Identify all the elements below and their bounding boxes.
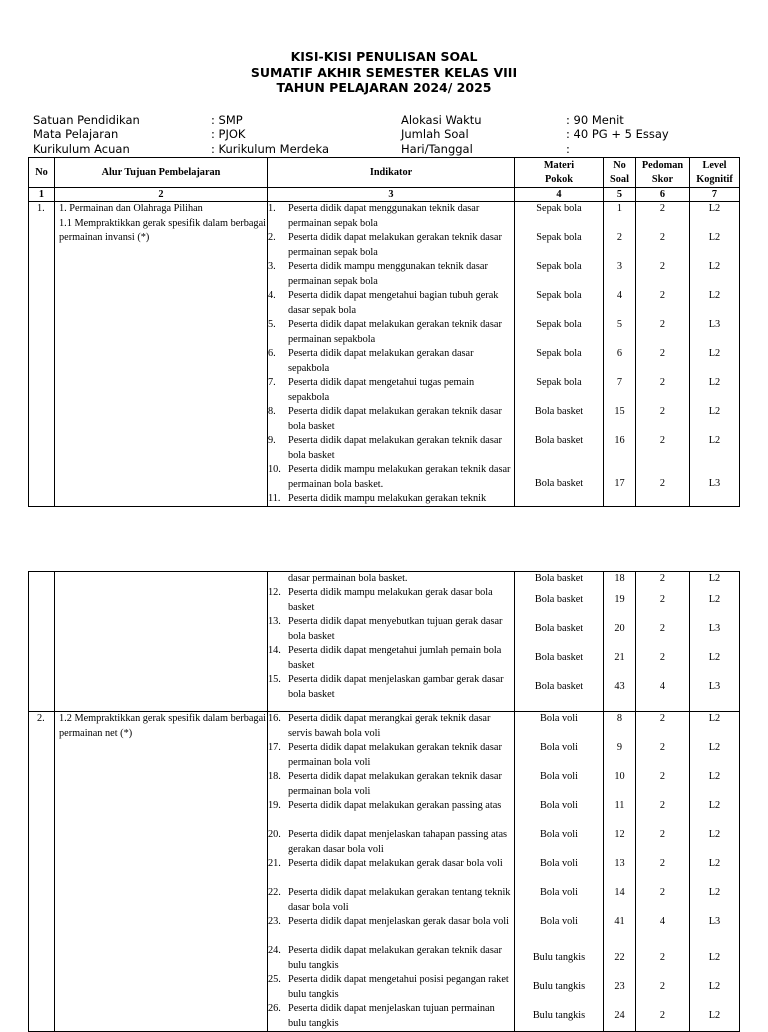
- level-value: L3: [708, 916, 721, 927]
- no-soal-value: 7: [616, 377, 623, 388]
- indikator-text: Peserta didik dapat melakukan gerakan passing atas: [288, 800, 502, 811]
- level-value: L2: [708, 435, 721, 446]
- skor-value: 4: [659, 916, 666, 927]
- column-number: 3: [268, 188, 515, 202]
- column-number: 2: [55, 188, 268, 202]
- indikator-text: Peserta didik dapat melakukan gerakan teknik dasar bola basket: [288, 435, 502, 461]
- level-value: L2: [708, 232, 721, 243]
- no-soal-value: 1: [616, 203, 623, 214]
- spacer: [636, 702, 689, 711]
- no-soal-value: 16: [614, 435, 625, 446]
- level-value: L2: [708, 952, 721, 964]
- level-value: L2: [708, 981, 721, 993]
- materi-value: Bola basket: [534, 573, 584, 584]
- level-value: L2: [708, 713, 721, 724]
- indikator-text: Peserta didik dapat menjelaskan tujuan permainan bulu tangkis: [288, 1003, 495, 1029]
- skor-value: 2: [659, 435, 666, 446]
- skor-value: 2: [659, 829, 666, 840]
- kisi-kisi-table-continued: [28, 571, 740, 1032]
- kurikulum-value: : Kurikulum Merdeka: [211, 142, 330, 156]
- indikator-item: [268, 828, 514, 857]
- level-value: L3: [708, 478, 721, 490]
- materi-value: Sepak bola: [536, 203, 582, 214]
- skor-cell: [636, 712, 690, 1032]
- no-soal-value: 2: [616, 232, 623, 243]
- indikator-number: 4.: [268, 290, 276, 301]
- no-soal-value: 22: [614, 952, 625, 964]
- indikator-item: [268, 260, 514, 289]
- row-no: [29, 572, 55, 712]
- skor-value: 2: [659, 1010, 666, 1022]
- header-level-kognitif: Level Kognitif: [690, 158, 740, 188]
- level-cell: [690, 712, 740, 1032]
- materi-value: Bola basket: [534, 478, 584, 490]
- skor-value: 2: [659, 771, 666, 782]
- table-row: [29, 712, 740, 1032]
- materi-value: Sepak bola: [536, 319, 582, 330]
- no-soal-value: 12: [614, 829, 625, 840]
- indikator-text: Peserta didik mampu menggunakan teknik dasar permainan sepak bola: [288, 261, 488, 287]
- alur-cell: [55, 202, 268, 507]
- level-value: L3: [708, 623, 721, 635]
- indikator-cell: [268, 572, 515, 712]
- level-value: L2: [708, 858, 721, 869]
- indikator-number: 15.: [268, 674, 281, 685]
- indikator-item: [268, 405, 514, 434]
- skor-value: 2: [659, 290, 666, 301]
- indikator-number: 11.: [268, 493, 281, 504]
- no-soal-cell: [604, 712, 636, 1032]
- indikator-item: [268, 347, 514, 376]
- level-cell: [690, 572, 740, 712]
- skor-value: 4: [659, 681, 666, 693]
- skor-value: 2: [659, 652, 666, 664]
- indikator-number: 17.: [268, 742, 281, 753]
- skor-value: 2: [659, 713, 666, 724]
- indikator-item: [268, 770, 514, 799]
- header-pedoman-skor: Pedoman Skor: [636, 158, 690, 188]
- indikator-text: Peserta didik mampu melakukan gerak dasar bola basket: [288, 587, 493, 613]
- indikator-text: Peserta didik dapat melakukan gerak dasar bola voli: [288, 858, 503, 869]
- no-soal-value: 24: [614, 1010, 625, 1022]
- spacer: [268, 702, 514, 711]
- indikator-text: Peserta didik dapat melakukan gerakan teknik dasar permainan sepak bola: [288, 232, 502, 258]
- indikator-number: 6.: [268, 348, 276, 359]
- no-soal-value: 4: [616, 290, 623, 301]
- indikator-item: [268, 202, 514, 231]
- no-soal-value: 18: [614, 573, 625, 584]
- level-value: L2: [708, 261, 721, 272]
- indikator-text: Peserta didik dapat mengetahui jumlah pemain bola basket: [288, 645, 502, 671]
- document-title: KISI-KISI PENULISAN SOAL: [290, 49, 478, 64]
- alur-goal: 1.1 Mempraktikkan gerak spesifik dalam berbagai permainan invansi (*): [59, 217, 267, 243]
- indikator-item: [268, 615, 514, 644]
- indikator-text: Peserta didik dapat menyebutkan tujuan gerak dasar bola basket: [288, 616, 503, 642]
- indikator-cell: [268, 202, 515, 507]
- alokasi-value: : 90 Menit: [566, 113, 624, 127]
- indikator-item: [268, 712, 514, 741]
- materi-value: Bulu tangkis: [532, 1010, 586, 1022]
- indikator-number: 26.: [268, 1003, 281, 1014]
- skor-value: 2: [659, 203, 666, 214]
- indikator-text: Peserta didik dapat melakukan gerakan teknik dasar bulu tangkis: [288, 945, 502, 971]
- satuan-value: : SMP: [211, 113, 243, 127]
- indikator-text: Peserta didik mampu melakukan gerakan teknik dasar permainan bola basket.: [288, 464, 511, 490]
- no-soal-value: 10: [614, 771, 625, 782]
- level-value: L2: [708, 829, 721, 840]
- materi-value: Bola basket: [534, 406, 584, 417]
- indikator-number: 8.: [268, 406, 276, 417]
- materi-value: Bola basket: [534, 623, 584, 635]
- indikator-number: 12.: [268, 587, 281, 598]
- level-value: L2: [708, 377, 721, 388]
- materi-value: Sepak bola: [536, 290, 582, 301]
- column-number: 5: [604, 188, 636, 202]
- document-subtitle: SUMATIF AKHIR SEMESTER KELAS VIII: [250, 65, 518, 80]
- indikator-number: 2.: [268, 232, 276, 243]
- column-number: 7: [690, 188, 740, 202]
- alokasi-label: Alokasi Waktu: [401, 113, 482, 127]
- skor-value: 2: [659, 573, 666, 584]
- skor-value: 2: [659, 952, 666, 964]
- materi-value: Bola basket: [534, 594, 584, 606]
- skor-value: 2: [659, 478, 666, 490]
- column-number-row: [29, 188, 740, 202]
- indikator-item: [268, 886, 514, 915]
- row-no: 1.: [29, 202, 55, 507]
- indikator-text: Peserta didik dapat melakukan gerakan dasar sepakbola: [288, 348, 474, 374]
- skor-cell: [636, 202, 690, 507]
- level-value: L2: [708, 290, 721, 301]
- table-row: [29, 202, 740, 507]
- indikator-text: Peserta didik dapat menjelaskan tahapan passing atas gerakan dasar bola voli: [288, 829, 508, 855]
- indikator-number: 16.: [268, 713, 281, 724]
- indikator-text: Peserta didik dapat melakukan gerakan tentang teknik dasar bola voli: [288, 887, 511, 913]
- level-value: L2: [708, 573, 721, 584]
- materi-value: Bola voli: [539, 916, 579, 927]
- materi-value: Sepak bola: [536, 348, 582, 359]
- document-year: TAHUN PELAJARAN 2024/ 2025: [276, 80, 492, 95]
- indikator-number: 14.: [268, 645, 281, 656]
- skor-value: 2: [659, 981, 666, 993]
- header-no-soal: No Soal: [604, 158, 636, 188]
- indikator-item: [268, 673, 514, 702]
- jumlah-label: Jumlah Soal: [401, 127, 469, 141]
- indikator-item: [268, 318, 514, 347]
- no-soal-value: 3: [616, 261, 623, 272]
- skor-value: 2: [659, 348, 666, 359]
- indikator-item: [268, 644, 514, 673]
- indikator-item: [268, 944, 514, 973]
- indikator-item: [268, 857, 514, 886]
- level-value: L2: [708, 406, 721, 417]
- indikator-number: 23.: [268, 916, 281, 927]
- indikator-text: Peserta didik dapat mengetahui posisi pegangan raket bulu tangkis: [288, 974, 509, 1000]
- skor-value: 2: [659, 800, 666, 811]
- materi-cell: [515, 572, 604, 712]
- row-no: 2.: [29, 712, 55, 1032]
- no-soal-value: 15: [614, 406, 625, 417]
- spacer: [515, 702, 603, 711]
- indikator-text: Peserta didik dapat melakukan gerakan teknik dasar permainan bola voli: [288, 771, 502, 797]
- mapel-label: Mata Pelajaran: [33, 127, 119, 141]
- table-header-row: [29, 158, 740, 188]
- no-soal-value: 9: [616, 742, 623, 753]
- skor-value: 2: [659, 623, 666, 635]
- indikator-number: 22.: [268, 887, 281, 898]
- no-soal-value: 6: [616, 348, 623, 359]
- no-soal-value: 21: [614, 652, 625, 664]
- indikator-text: Peserta didik dapat mengetahui bagian tubuh gerak dasar sepak bola: [288, 290, 499, 316]
- indikator-cell: [268, 712, 515, 1032]
- indikator-number: 13.: [268, 616, 281, 627]
- column-number: 6: [636, 188, 690, 202]
- alur-topic: 1. Permainan dan Olahraga Pilihan: [59, 203, 203, 214]
- indikator-text: Peserta didik mampu melakukan gerakan teknik: [288, 493, 487, 504]
- indikator-number: 7.: [268, 377, 276, 388]
- indikator-item: [268, 741, 514, 770]
- level-value: L2: [708, 771, 721, 782]
- materi-cell: [515, 712, 604, 1032]
- indikator-number: 21.: [268, 858, 281, 869]
- hari-value: :: [566, 142, 570, 156]
- indikator-text: Peserta didik dapat melakukan gerakan teknik dasar permainan sepakbola: [288, 319, 502, 345]
- indikator-item: [268, 463, 514, 492]
- table-row: [29, 572, 740, 712]
- indikator-number: 18.: [268, 771, 281, 782]
- no-soal-value: 17: [614, 478, 625, 490]
- indikator-item: [268, 973, 514, 1002]
- skor-cell: [636, 572, 690, 712]
- indikator-number: 19.: [268, 800, 281, 811]
- level-value: L3: [708, 681, 721, 693]
- indikator-item: [268, 586, 514, 615]
- alur-goal: 1.2 Mempraktikkan gerak spesifik dalam berbagai permainan net (*): [59, 713, 267, 739]
- level-cell: [690, 202, 740, 507]
- materi-value: Bola voli: [539, 713, 579, 724]
- indikator-text: dasar permainan bola basket.: [288, 573, 408, 584]
- no-soal-cell: [604, 202, 636, 507]
- materi-value: Sepak bola: [536, 377, 582, 388]
- indikator-text: Peserta didik dapat melakukan gerakan teknik dasar permainan bola voli: [288, 742, 502, 768]
- jumlah-value: : 40 PG + 5 Essay: [566, 127, 669, 141]
- indikator-text: Peserta didik dapat merangkai gerak teknik dasar servis bawah bola voli: [288, 713, 491, 739]
- level-value: L2: [708, 742, 721, 753]
- indikator-number: 5.: [268, 319, 276, 330]
- skor-value: 2: [659, 406, 666, 417]
- spacer: [604, 702, 635, 711]
- skor-value: 2: [659, 858, 666, 869]
- no-soal-value: 11: [614, 800, 625, 811]
- spacer: [690, 702, 739, 711]
- skor-value: 2: [659, 261, 666, 272]
- skor-value: 2: [659, 319, 666, 330]
- materi-value: Bulu tangkis: [532, 952, 586, 964]
- materi-value: Bola voli: [539, 829, 579, 840]
- indikator-number: 24.: [268, 945, 281, 956]
- alur-cell: [55, 572, 268, 712]
- materi-cell: [515, 202, 604, 507]
- level-value: L2: [708, 203, 721, 214]
- indikator-text: Peserta didik dapat menggunakan teknik dasar permainan sepak bola: [288, 203, 480, 229]
- materi-value: Bola voli: [539, 800, 579, 811]
- indikator-item: [268, 492, 514, 506]
- no-soal-value: 23: [614, 981, 625, 993]
- indikator-item: [268, 376, 514, 405]
- skor-value: 2: [659, 742, 666, 753]
- indikator-number: 10.: [268, 464, 281, 475]
- no-soal-value: 5: [616, 319, 623, 330]
- indikator-item: [268, 434, 514, 463]
- indikator-item: [268, 799, 514, 828]
- skor-value: 2: [659, 887, 666, 898]
- indikator-item: [268, 915, 514, 944]
- indikator-item: [268, 1002, 514, 1031]
- indikator-number: 25.: [268, 974, 281, 985]
- skor-value: 2: [659, 232, 666, 243]
- indikator-item: [268, 289, 514, 318]
- materi-value: Bola basket: [534, 435, 584, 446]
- indikator-text: Peserta didik dapat menjelaskan gambar gerak dasar bola basket: [288, 674, 504, 700]
- header-materi: Materi Pokok: [515, 158, 604, 188]
- header-no: No: [29, 158, 55, 188]
- indikator-number: [268, 572, 288, 586]
- materi-value: Bola voli: [539, 858, 579, 869]
- no-soal-value: 14: [614, 887, 625, 898]
- materi-value: Bola voli: [539, 771, 579, 782]
- skor-value: 2: [659, 594, 666, 606]
- header-indikator: Indikator: [268, 158, 515, 188]
- indikator-item: [268, 572, 514, 586]
- level-value: L2: [708, 594, 721, 606]
- materi-value: Bola basket: [534, 681, 584, 693]
- level-value: L2: [708, 887, 721, 898]
- satuan-label: Satuan Pendidikan: [33, 113, 140, 127]
- column-number: 4: [515, 188, 604, 202]
- materi-value: Bola basket: [534, 652, 584, 664]
- materi-value: Sepak bola: [536, 232, 582, 243]
- level-value: L2: [708, 800, 721, 811]
- level-value: L2: [708, 1010, 721, 1022]
- no-soal-value: 19: [614, 594, 625, 606]
- mapel-value: : PJOK: [211, 127, 246, 141]
- indikator-text: Peserta didik dapat melakukan gerakan teknik dasar bola basket: [288, 406, 502, 432]
- level-value: L2: [708, 348, 721, 359]
- kurikulum-label: Kurikulum Acuan: [33, 142, 130, 156]
- level-value: L2: [708, 652, 721, 664]
- no-soal-value: 8: [616, 713, 623, 724]
- materi-value: Sepak bola: [536, 261, 582, 272]
- materi-value: Bola voli: [539, 887, 579, 898]
- alur-cell: [55, 712, 268, 1032]
- indikator-number: 3.: [268, 261, 276, 272]
- level-value: L3: [708, 319, 721, 330]
- skor-value: 2: [659, 377, 666, 388]
- indikator-number: 20.: [268, 829, 281, 840]
- indikator-item: [268, 231, 514, 260]
- no-soal-cell: [604, 572, 636, 712]
- indikator-text: Peserta didik dapat mengetahui tugas pemain sepakbola: [288, 377, 475, 403]
- column-number: 1: [29, 188, 55, 202]
- materi-value: Bulu tangkis: [532, 981, 586, 993]
- indikator-text: Peserta didik dapat menjelaskan gerak dasar bola voli: [288, 916, 510, 927]
- hari-label: Hari/Tanggal: [401, 142, 473, 156]
- no-soal-value: 13: [614, 858, 625, 869]
- no-soal-value: 43: [614, 681, 625, 693]
- materi-value: Bola voli: [539, 742, 579, 753]
- indikator-number: 1.: [268, 203, 276, 214]
- header-alur: Alur Tujuan Pembelajaran: [55, 158, 268, 188]
- indikator-number: 9.: [268, 435, 276, 446]
- no-soal-value: 41: [614, 916, 625, 927]
- no-soal-value: 20: [614, 623, 625, 635]
- kisi-kisi-table: [28, 157, 740, 507]
